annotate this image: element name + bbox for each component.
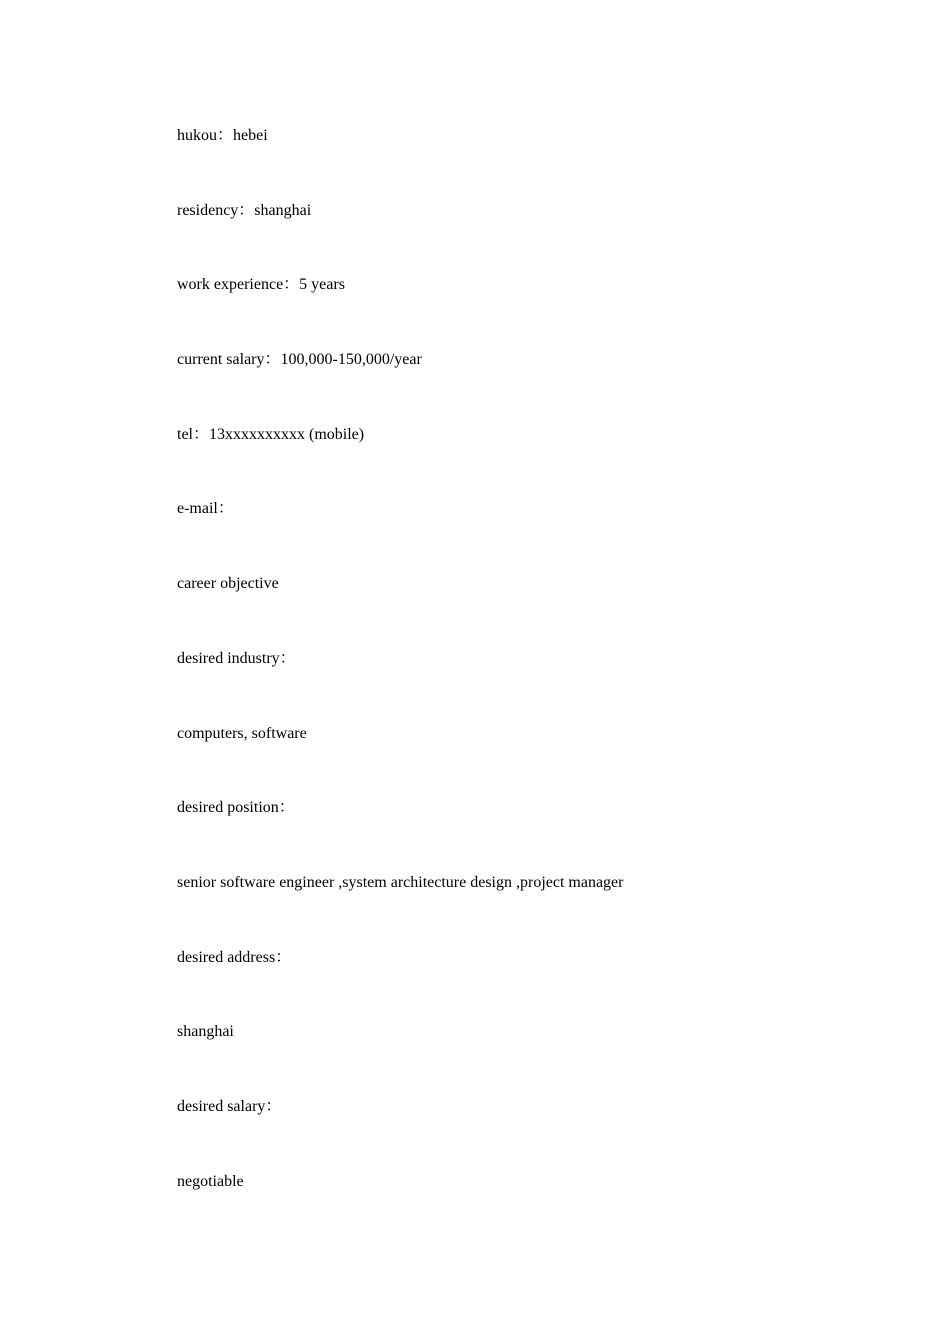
residency-line: residency：shanghai [177,201,312,219]
hukou-line: hukou：hebei [177,127,268,144]
current-salary-line: current salary：100,000-150,000/year [177,351,422,369]
tel-line: tel：13xxxxxxxxxx (mobile) [177,425,365,443]
desired-industry-label: desired industry： [177,649,296,667]
desired-address-label: desired address： [177,948,292,966]
work-experience-line: work experience：5 years [177,276,345,294]
desired-industry-value: computers, software [177,724,307,742]
desired-position-label: desired position： [177,799,295,817]
desired-address-value: shanghai [177,1023,234,1041]
desired-salary-value: negotiable [177,1172,244,1190]
desired-position-value: senior software engineer ,system architecture design ,project manager [177,873,624,891]
email-line: e-mail： [177,500,234,518]
career-objective-heading: career objective [177,575,279,593]
desired-salary-label: desired salary： [177,1097,282,1115]
resume-content [177,125,877,1245]
